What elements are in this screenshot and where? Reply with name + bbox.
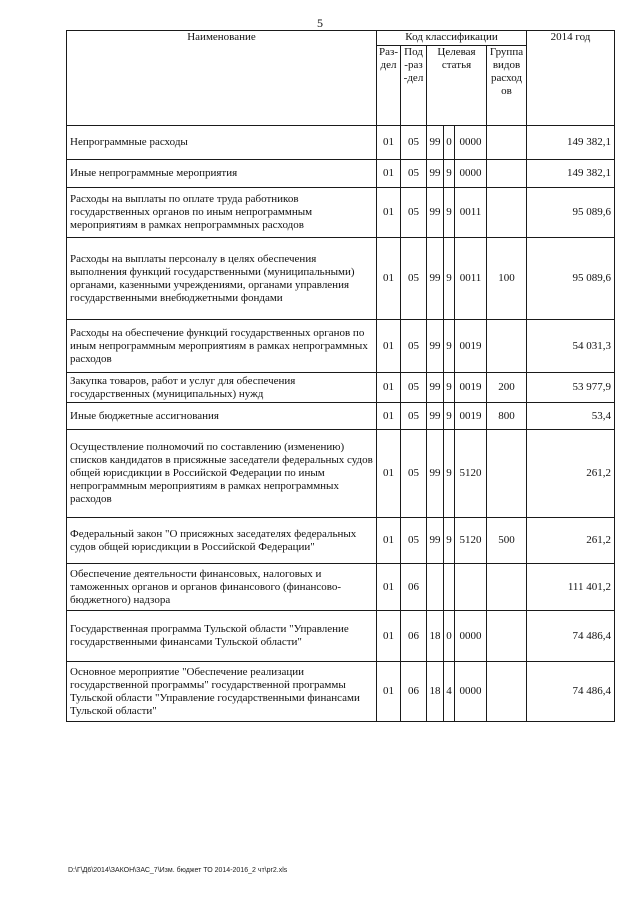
row-name: Расходы на обеспечение функций государственных органов по иным непрограммным мероприятиям в рамках непрограммных расходов: [67, 320, 377, 373]
row-razdel: 01: [377, 188, 401, 238]
header-year: 2014 год: [527, 31, 615, 126]
row-name: Государственная программа Тульской области "Управление государственными финансами Тульской области": [67, 611, 377, 662]
row-razdel: 01: [377, 403, 401, 430]
row-name: Федеральный закон "О присяжных заседателях федеральных судов общей юрисдикции в Российской Федерации": [67, 518, 377, 564]
row-target-subprogram: 9: [444, 518, 455, 564]
row-target-subprogram: 9: [444, 373, 455, 403]
row-amount: 53 977,9: [527, 373, 615, 403]
row-expense-group: [487, 320, 527, 373]
row-target-program: 99: [427, 320, 444, 373]
row-razdel: 01: [377, 160, 401, 188]
header-expense-group: Группа видов расходов: [487, 46, 527, 126]
row-target-program: 99: [427, 238, 444, 320]
row-amount: 149 382,1: [527, 160, 615, 188]
row-target-code: 0019: [455, 403, 487, 430]
table-row: [67, 564, 615, 611]
header-razdel: Раз-дел: [377, 46, 401, 126]
row-name: Осуществление полномочий по составлению (изменению) списков кандидатов в присяжные заседатели федеральных судов общей юрисдикции в Российской Федерации по иным непрограммным мероприятиям в рамках непрограммных расходов: [67, 430, 377, 518]
row-expense-group: 100: [487, 238, 527, 320]
row-expense-group: [487, 160, 527, 188]
row-podrazdel: 05: [401, 160, 427, 188]
row-target-program: 99: [427, 430, 444, 518]
table-row: [67, 373, 615, 403]
row-name: Закупка товаров, работ и услуг для обеспечения государственных (муниципальных) нужд: [67, 373, 377, 403]
row-razdel: 01: [377, 126, 401, 160]
row-target-code: 0000: [455, 611, 487, 662]
row-target-subprogram: 9: [444, 238, 455, 320]
row-amount: 149 382,1: [527, 126, 615, 160]
row-podrazdel: 05: [401, 238, 427, 320]
row-target-code: 0019: [455, 373, 487, 403]
row-podrazdel: 05: [401, 126, 427, 160]
row-target-program: 18: [427, 611, 444, 662]
table-row: [67, 160, 615, 188]
row-target-program: 99: [427, 188, 444, 238]
row-podrazdel: 05: [401, 430, 427, 518]
row-expense-group: [487, 611, 527, 662]
row-name: Непрограммные расходы: [67, 126, 377, 160]
row-target-program: 99: [427, 160, 444, 188]
row-expense-group: 800: [487, 403, 527, 430]
row-razdel: 01: [377, 662, 401, 722]
row-razdel: 01: [377, 320, 401, 373]
row-amount: 74 486,4: [527, 662, 615, 722]
row-amount: 261,2: [527, 430, 615, 518]
row-amount: 111 401,2: [527, 564, 615, 611]
row-amount: 95 089,6: [527, 238, 615, 320]
table-row: [67, 188, 615, 238]
row-expense-group: [487, 126, 527, 160]
row-podrazdel: 05: [401, 403, 427, 430]
row-amount: 261,2: [527, 518, 615, 564]
row-target-code: 5120: [455, 518, 487, 564]
header-target-article: Целевая статья: [427, 46, 487, 126]
row-target-code: 0011: [455, 188, 487, 238]
row-target-code: 0000: [455, 160, 487, 188]
row-expense-group: [487, 188, 527, 238]
row-target-program: 18: [427, 662, 444, 722]
row-target-program: [427, 564, 444, 611]
row-target-subprogram: 9: [444, 160, 455, 188]
row-target-code: 5120: [455, 430, 487, 518]
row-target-subprogram: [444, 564, 455, 611]
row-target-program: 99: [427, 373, 444, 403]
row-target-subprogram: 0: [444, 611, 455, 662]
row-target-subprogram: 4: [444, 662, 455, 722]
row-target-subprogram: 9: [444, 320, 455, 373]
row-target-program: 99: [427, 518, 444, 564]
row-expense-group: [487, 430, 527, 518]
row-name: Иные непрограммные мероприятия: [67, 160, 377, 188]
row-amount: 95 089,6: [527, 188, 615, 238]
table-row: [67, 126, 615, 160]
header-name: Наименование: [67, 31, 377, 126]
page-number: 5: [317, 16, 323, 30]
row-podrazdel: 05: [401, 373, 427, 403]
row-name: Расходы на выплаты персоналу в целях обеспечения выполнения функций государственными (муниципальными) органами, казенными учреждениями, органами управления государственными внебюджетными фондами: [67, 238, 377, 320]
row-target-code: 0000: [455, 662, 487, 722]
row-target-subprogram: 9: [444, 403, 455, 430]
table-row: [67, 238, 615, 320]
row-name: Основное мероприятие "Обеспечение реализации государственной программы" государственной программы Тульской области "Управление государственными финансами Тульской области": [67, 662, 377, 722]
row-target-subprogram: 9: [444, 430, 455, 518]
row-podrazdel: 06: [401, 611, 427, 662]
row-expense-group: 500: [487, 518, 527, 564]
table-row: [67, 662, 615, 722]
row-podrazdel: 06: [401, 662, 427, 722]
header-row-top: [67, 31, 615, 46]
row-razdel: 01: [377, 518, 401, 564]
budget-table: [66, 30, 615, 722]
row-razdel: 01: [377, 430, 401, 518]
table-row: [67, 403, 615, 430]
row-target-code: [455, 564, 487, 611]
row-podrazdel: 05: [401, 188, 427, 238]
row-name: Обеспечение деятельности финансовых, налоговых и таможенных органов и органов финансового (финансово-бюджетного) надзора: [67, 564, 377, 611]
row-target-subprogram: 0: [444, 126, 455, 160]
row-target-code: 0011: [455, 238, 487, 320]
row-target-program: 99: [427, 403, 444, 430]
file-path-footer: D:\Г\Д6\2014\ЗАКОН\ЗАС_7\Изм. бюджет ТО 2014-2016_2 чт\pr2.xls: [68, 867, 288, 874]
row-expense-group: 200: [487, 373, 527, 403]
row-expense-group: [487, 564, 527, 611]
row-name: Расходы на выплаты по оплате труда работников государственных органов по иным непрограммным мероприятиям в рамках непрограммных расходов: [67, 188, 377, 238]
row-razdel: 01: [377, 564, 401, 611]
row-amount: 74 486,4: [527, 611, 615, 662]
row-amount: 53,4: [527, 403, 615, 430]
header-classification-code: Код классификации: [377, 31, 527, 46]
row-podrazdel: 05: [401, 518, 427, 564]
header-podrazdel: Под-раз-дел: [401, 46, 427, 126]
row-target-code: 0019: [455, 320, 487, 373]
row-podrazdel: 05: [401, 320, 427, 373]
row-razdel: 01: [377, 238, 401, 320]
row-target-program: 99: [427, 126, 444, 160]
row-target-subprogram: 9: [444, 188, 455, 238]
table-row: [67, 430, 615, 518]
row-target-code: 0000: [455, 126, 487, 160]
row-amount: 54 031,3: [527, 320, 615, 373]
row-expense-group: [487, 662, 527, 722]
row-razdel: 01: [377, 611, 401, 662]
table-row: [67, 320, 615, 373]
table-row: [67, 611, 615, 662]
row-podrazdel: 06: [401, 564, 427, 611]
row-razdel: 01: [377, 373, 401, 403]
row-name: Иные бюджетные ассигнования: [67, 403, 377, 430]
table-row: [67, 518, 615, 564]
